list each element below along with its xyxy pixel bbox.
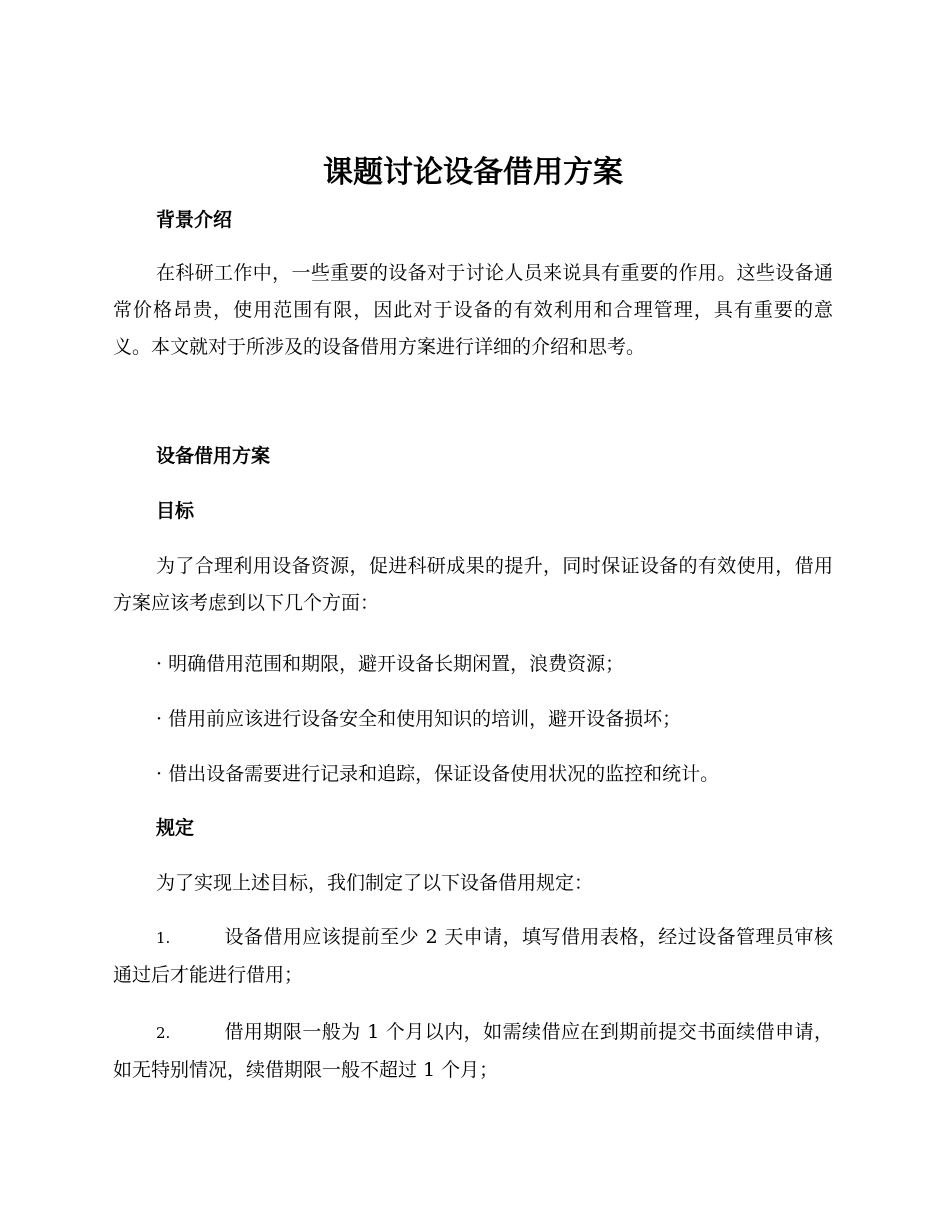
paragraph-rules-intro: 为了实现上述目标，我们制定了以下设备借用规定： <box>156 872 594 894</box>
goal-list-item: · 借用前应该进行设备安全和使用知识的培训，避开设备损坏； <box>156 708 682 730</box>
section-heading-goal: 目标 <box>156 500 195 522</box>
goal-list-item: · 明确借用范围和期限，避开设备长期闲置，浪费资源； <box>156 653 625 675</box>
list-item-text: 设备借用应该提前至少 2 天申请，填写借用表格，经过设备管理员审核通过后才能进行借用； <box>113 926 833 986</box>
document-page <box>113 0 833 1230</box>
rules-list-item <box>113 919 833 994</box>
list-number: 1. <box>156 929 171 947</box>
list-item-text: 借用期限一般为 1 个月以内，如需续借应在到期前提交书面续借申请，如无特别情况，续借期限一般不超过 1 个月； <box>113 1021 833 1081</box>
section-heading-plan: 设备借用方案 <box>156 445 271 467</box>
section-heading-rules: 规定 <box>156 817 195 839</box>
section-heading-background: 背景介绍 <box>156 209 233 231</box>
goal-list-item: · 借出设备需要进行记录和追踪，保证设备使用状况的监控和统计。 <box>156 763 720 785</box>
rules-list-item <box>113 1014 833 1089</box>
paragraph-background: 在科研工作中，一些重要的设备对于讨论人员来说具有重要的作用。这些设备通常价格昂贵，使用范围有限，因此对于设备的有效利用和合理管理，具有重要的意义。本文就对于所涉及的设备借用方案进行详细的介绍和思考。 <box>113 262 833 358</box>
paragraph-goal: 为了合理利用设备资源，促进科研成果的提升，同时保证设备的有效使用，借用方案应该考虑到以下几个方面： <box>113 555 833 614</box>
document-title: 课题讨论设备借用方案 <box>323 155 623 190</box>
list-number: 2. <box>156 1024 171 1042</box>
